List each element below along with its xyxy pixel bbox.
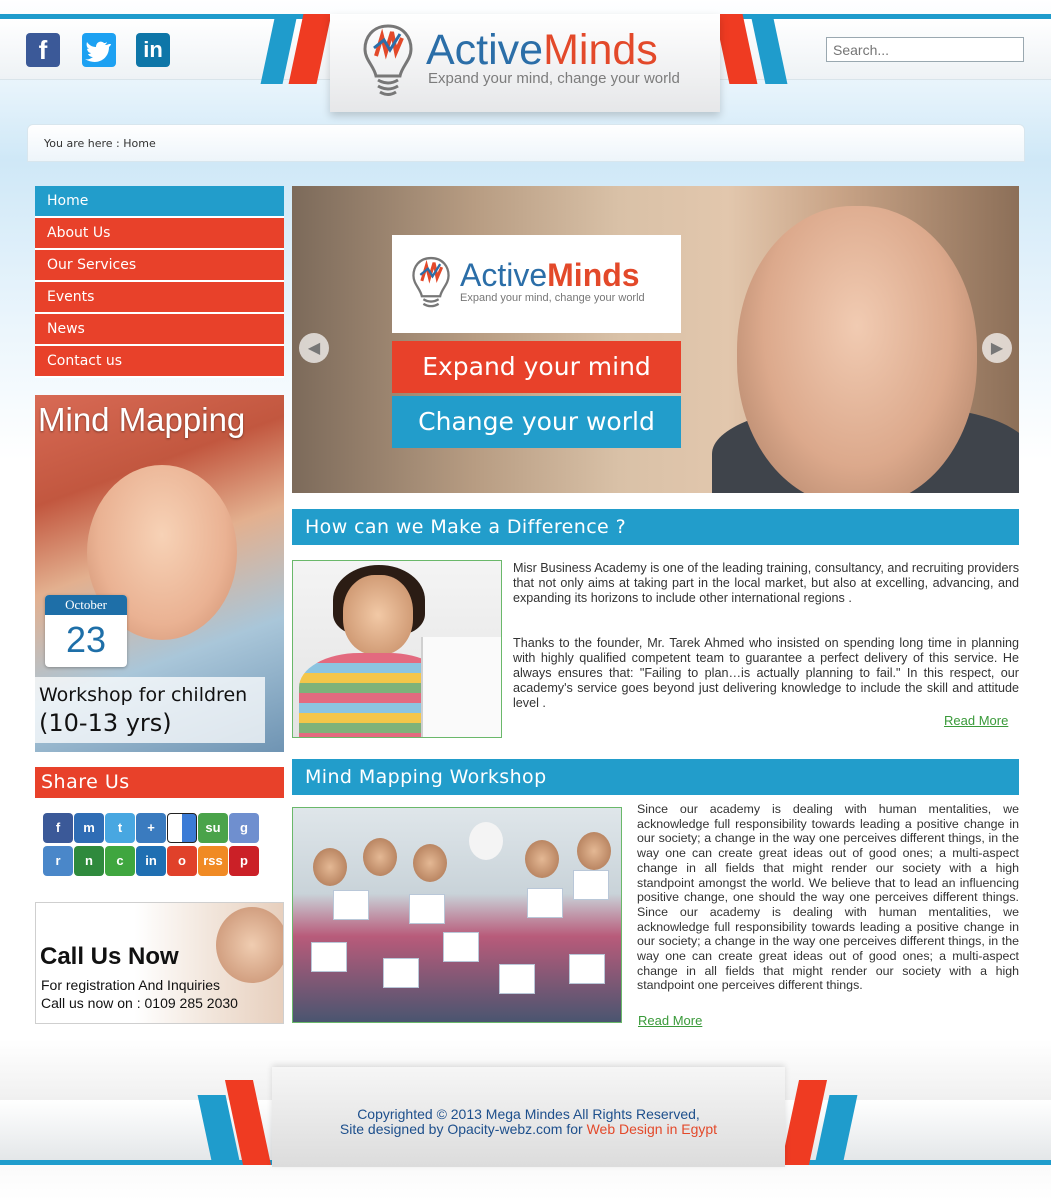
section-heading-difference: How can we Make a Difference ? xyxy=(292,509,1019,545)
section1-paragraph1: Misr Business Academy is one of the leading training, consultancy, and recruiting providers that not only aims at taking part in the local market, but also at excelling, advancing, and expanding its horizons to include other international regions . xyxy=(513,561,1019,605)
twitter-icon[interactable] xyxy=(82,33,116,67)
brand-tagline: Expand your mind, change your world xyxy=(428,70,680,87)
rss-icon[interactable]: rss xyxy=(198,846,228,876)
nav-item-about-us[interactable]: About Us xyxy=(35,218,284,250)
promo-caption-line2: (10-13 yrs) xyxy=(39,709,172,737)
stumbleupon-icon[interactable]: su xyxy=(198,813,228,843)
nav-item-news[interactable]: News xyxy=(35,314,284,346)
footer-copyright: Copyrighted © 2013 Mega Mindes All Rights Reserved, xyxy=(357,1106,700,1122)
photo-certificate xyxy=(409,894,445,924)
bulb-logo-icon xyxy=(411,255,451,313)
section2-paragraph: Since our academy is dealing with human mentalities, we acknowledge full responsibility towards leading a positive change in our society; a change in the way one perceives different things, in the way one can create great ideas out of good ones; a multi-aspect change in all fields that might render our society with a high standpoint amongst the world. We believe that to lead an influencing positive change, one should the way one perceives different things. Since our academy is dealing with human mentalities, we acknowledge full responsibility towards leading a positive change in our society; a change in the way one perceives different things, in the way one can create great ideas out of good ones; a multi-aspect change in all fields that might render our society with a high standpoint one perceives different things. xyxy=(637,802,1019,993)
share-heading: Share Us xyxy=(35,767,284,798)
photo-certificate xyxy=(443,932,479,962)
nav-item-our-services[interactable]: Our Services xyxy=(35,250,284,282)
photo-certificate xyxy=(569,954,605,984)
footer-web-design-link[interactable]: Web Design in Egypt xyxy=(586,1121,718,1137)
linkedin-icon[interactable]: in xyxy=(136,33,170,67)
linkedin-icon[interactable]: in xyxy=(136,846,166,876)
photo-certificate xyxy=(383,958,419,988)
stumble-icon[interactable]: o xyxy=(167,846,197,876)
workshop-group-photo xyxy=(292,807,622,1023)
myspace-people-icon[interactable]: + xyxy=(136,813,166,843)
photo-person xyxy=(577,832,611,870)
netvibes-icon[interactable]: n xyxy=(74,846,104,876)
promo-caption-line1: Workshop for children xyxy=(39,684,248,706)
photo-person xyxy=(469,822,503,860)
slide-logo xyxy=(392,235,681,333)
photo-person xyxy=(525,840,559,878)
search-input[interactable] xyxy=(826,37,1024,62)
nav-item-events[interactable]: Events xyxy=(35,282,284,314)
share-icons xyxy=(43,813,283,879)
slide-brand-tagline: Expand your mind, change your world xyxy=(460,292,645,304)
calendar-day: 23 xyxy=(65,619,107,660)
call-title: Call Us Now xyxy=(40,943,179,970)
bulb-logo-icon xyxy=(362,22,414,98)
read-more-link[interactable]: Read More xyxy=(944,713,1009,728)
breadcrumb-text: You are here : Home xyxy=(44,137,156,150)
girl-laptop-photo xyxy=(292,560,502,738)
slide-banner-expand: Expand your mind xyxy=(392,341,681,393)
nav-item-contact-us[interactable]: Contact us xyxy=(35,346,284,378)
mind-mapping-banner[interactable] xyxy=(35,395,284,752)
photo-face xyxy=(343,575,413,655)
slide-photo-boy xyxy=(737,206,977,493)
slide-brand-name: ActiveMinds xyxy=(460,257,640,293)
twitter-icon[interactable]: t xyxy=(105,813,135,843)
call-line2: Call us now on : 0109 285 2030 xyxy=(41,995,238,1011)
photo-certificate xyxy=(527,888,563,918)
nav-item-home[interactable]: Home xyxy=(35,186,284,218)
photo-certificate xyxy=(573,870,609,900)
photo-person xyxy=(363,838,397,876)
slide-banner-change: Change your world xyxy=(392,396,681,448)
delicious-icon[interactable] xyxy=(167,813,197,843)
slider-next-icon[interactable]: ▶ xyxy=(982,333,1012,363)
footer-credits xyxy=(272,1121,785,1137)
footer-credits-text: Site designed by Opacity-webz.com for xyxy=(339,1121,587,1137)
photo-certificate xyxy=(499,964,535,994)
support-agent-photo xyxy=(216,907,284,983)
reddit-icon[interactable]: r xyxy=(43,846,73,876)
promo-title: Mind Mapping xyxy=(38,401,246,438)
hero-slider[interactable] xyxy=(292,186,1019,493)
call-line1: For registration And Inquiries xyxy=(41,977,220,993)
calendar-icon xyxy=(45,595,127,667)
section1-paragraph2: Thanks to the founder, Mr. Tarek Ahmed who insisted on spending long time in planning with highly qualified competent team to guarantee a perfect delivery of this service. He always ensures that: "Failing to plan…is actually planning to fail." In this respect, our academy's service goes beyond just delivering knowledge to include the skill and attitude level . xyxy=(513,636,1019,710)
slider-prev-icon[interactable]: ◀ xyxy=(299,333,329,363)
read-more-link[interactable]: Read More xyxy=(638,1013,703,1028)
photo-person xyxy=(413,844,447,882)
photo-person xyxy=(313,848,347,886)
photo-certificate xyxy=(311,942,347,972)
photo-certificate xyxy=(333,890,369,920)
calendar-month: October xyxy=(45,595,127,615)
breadcrumb xyxy=(27,124,1025,162)
google-icon[interactable]: g xyxy=(229,813,259,843)
section-heading-workshop: Mind Mapping Workshop xyxy=(292,759,1019,795)
facebook-icon[interactable]: f xyxy=(26,33,60,67)
sidebar-nav xyxy=(35,186,284,378)
chat-icon[interactable]: c xyxy=(105,846,135,876)
facebook-icon[interactable]: f xyxy=(43,813,73,843)
call-us-banner[interactable] xyxy=(35,902,284,1024)
pinterest-icon[interactable]: p xyxy=(229,846,259,876)
photo-laptop xyxy=(421,637,502,737)
myspace-icon[interactable]: m xyxy=(74,813,104,843)
brand-name: ActiveMinds xyxy=(426,26,658,74)
